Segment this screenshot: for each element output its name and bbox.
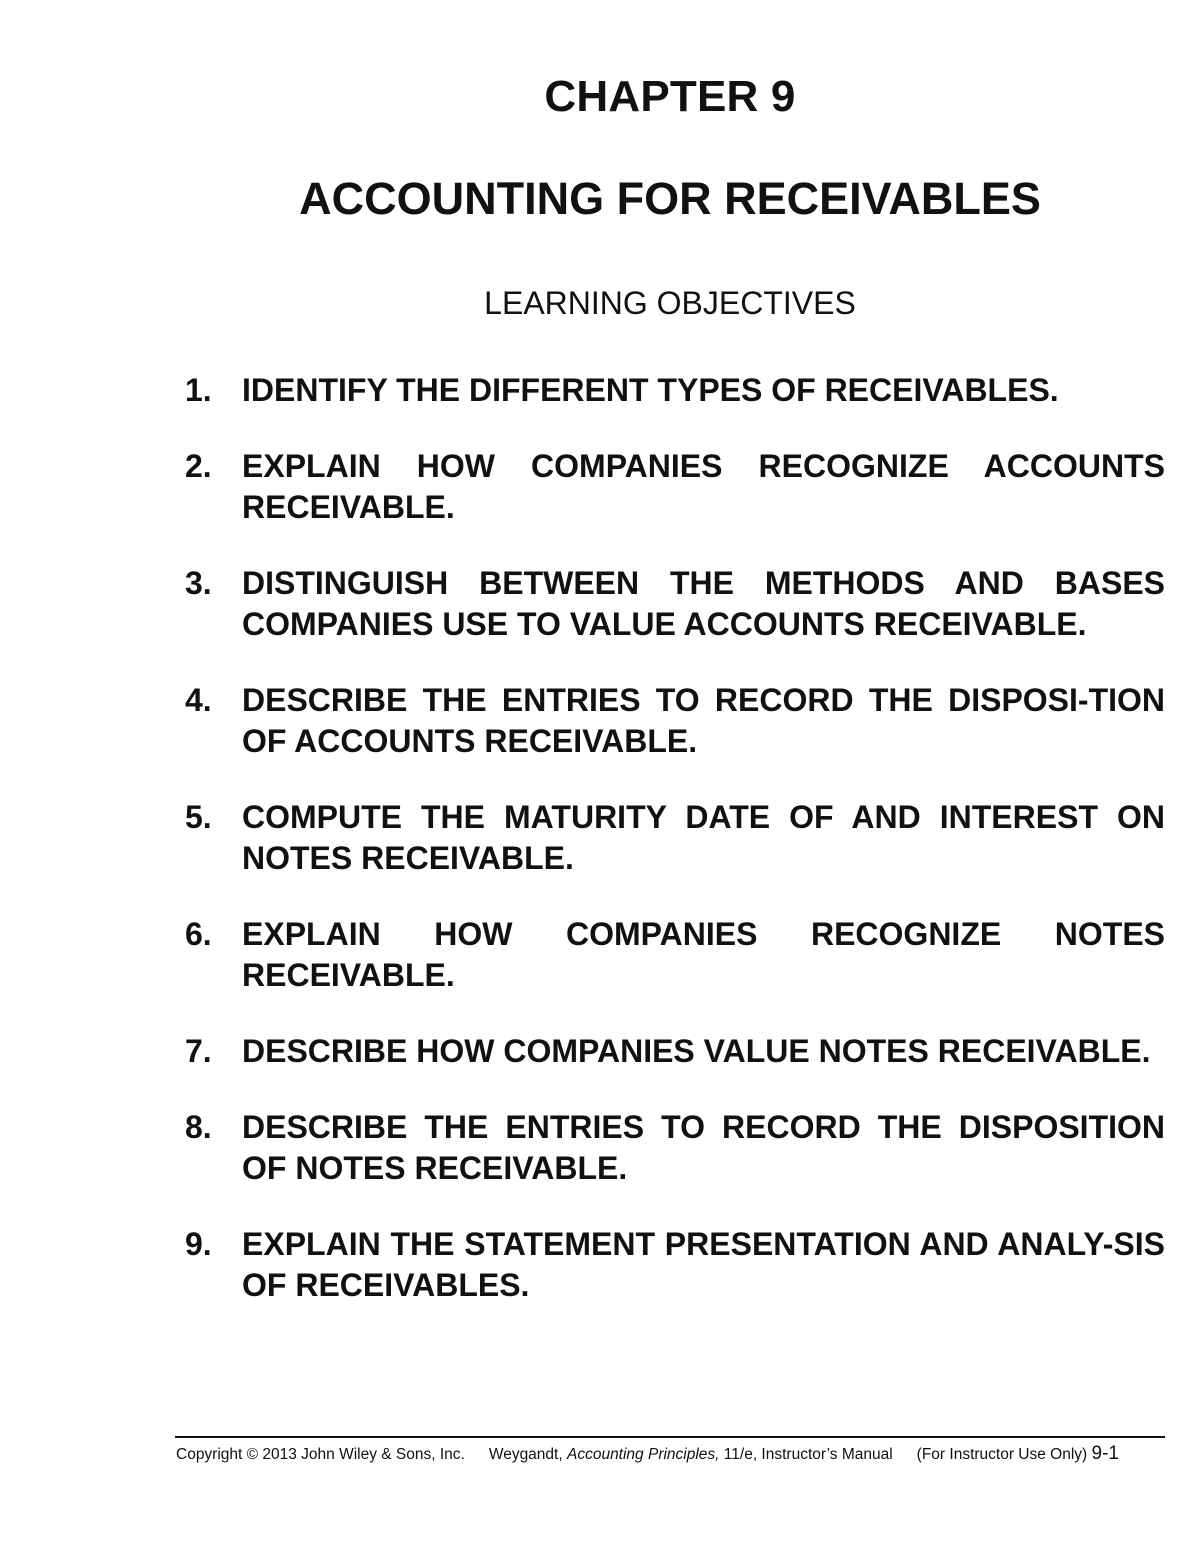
objective-text: DESCRIBE THE ENTRIES TO RECORD THE DISPOSITION OF NOTES RECEIVABLE.	[242, 1109, 1165, 1186]
objective-text: DISTINGUISH BETWEEN THE METHODS AND BASES COMPANIES USE TO VALUE ACCOUNTS RECEIVABLE.	[242, 565, 1165, 642]
objective-number: 8.	[185, 1109, 212, 1145]
footer-edition: 11/e, Instructor’s Manual	[723, 1446, 893, 1463]
page-footer	[176, 1443, 1166, 1465]
learning-objectives-heading: LEARNING OBJECTIVES	[484, 285, 856, 321]
objective-item	[185, 446, 1165, 528]
objective-number: 3.	[185, 565, 212, 601]
objective-item	[185, 563, 1165, 645]
footer-book-title: Accounting Principles,	[566, 1446, 720, 1463]
footer-author: Weygandt,	[488, 1446, 563, 1463]
objective-item	[185, 1224, 1165, 1306]
objective-text: DESCRIBE HOW COMPANIES VALUE NOTES RECEIVABLE.	[242, 1033, 1151, 1069]
objective-text: COMPUTE THE MATURITY DATE OF AND INTEREST ON NOTES RECEIVABLE.	[242, 799, 1165, 876]
objective-number: 6.	[185, 916, 212, 952]
objective-number: 4.	[185, 682, 212, 718]
footer-copyright: Copyright © 2013 John Wiley & Sons, Inc.	[176, 1446, 465, 1463]
chapter-number: CHAPTER 9	[544, 72, 796, 121]
objective-item	[185, 680, 1165, 762]
objective-number: 9.	[185, 1226, 212, 1262]
objective-number: 1.	[185, 372, 212, 408]
objective-item	[185, 370, 1165, 411]
objective-number: 7.	[185, 1033, 212, 1069]
footer-usage-note: (For Instructor Use Only)	[916, 1446, 1088, 1463]
objective-text: EXPLAIN HOW COMPANIES RECOGNIZE NOTES RECEIVABLE.	[242, 916, 1165, 993]
objective-item	[185, 914, 1165, 996]
objective-item	[185, 797, 1165, 879]
footer-divider	[175, 1436, 1165, 1438]
chapter-title: ACCOUNTING FOR RECEIVABLES	[299, 173, 1041, 224]
objective-text: EXPLAIN THE STATEMENT PRESENTATION AND ANALY-SIS OF RECEIVABLES.	[242, 1226, 1165, 1303]
objective-number: 2.	[185, 448, 212, 484]
objective-item	[185, 1031, 1165, 1072]
objective-number: 5.	[185, 799, 212, 835]
objective-text: IDENTIFY THE DIFFERENT TYPES OF RECEIVABLES.	[242, 372, 1059, 408]
page-number: 9-1	[1091, 1443, 1119, 1464]
objective-item	[185, 1107, 1165, 1189]
objective-text: EXPLAIN HOW COMPANIES RECOGNIZE ACCOUNTS RECEIVABLE.	[242, 448, 1165, 525]
objectives-list	[185, 370, 1165, 1341]
objective-text: DESCRIBE THE ENTRIES TO RECORD THE DISPOSI-TION OF ACCOUNTS RECEIVABLE.	[242, 682, 1165, 759]
